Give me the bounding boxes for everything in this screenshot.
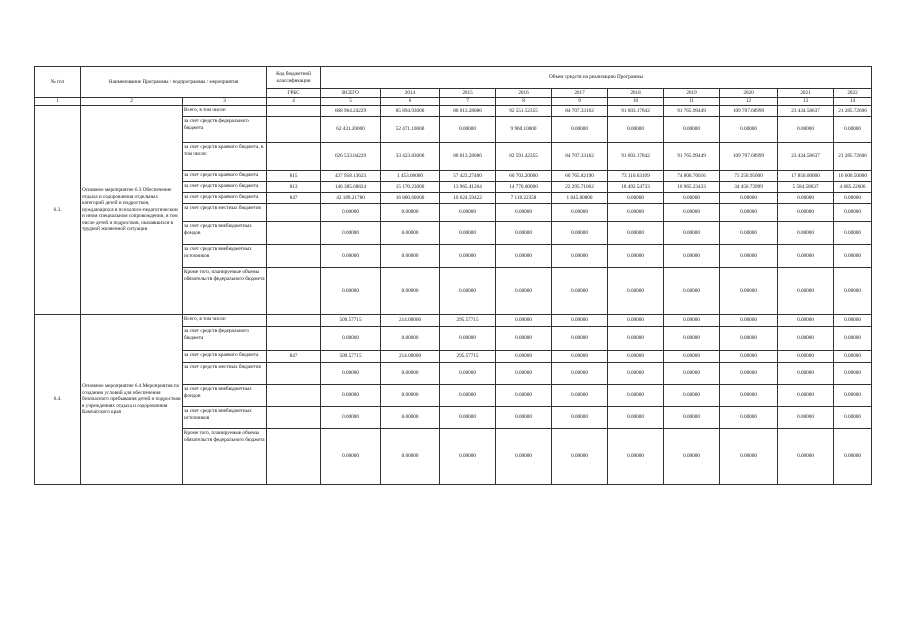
index-cell: 1 [35, 98, 81, 106]
year-value: 0.00000 [720, 315, 778, 327]
section-title: Основное мероприятие 6.3 Обеспечение отдыха и оздоровления отдельных категорий детей и подростков, нуждающихся в психолого-педагогическом и ином специальном сопровождении, в том числе детей и подростков, оказавшихся в трудной жизненной ситуации [81, 106, 183, 315]
year-value: 0.00000 [778, 385, 834, 407]
year-value: 0.00000 [552, 268, 608, 315]
year-value: 7 118.22358 [496, 193, 552, 204]
year-value: 0.00000 [608, 363, 664, 385]
year-value: 0.00000 [552, 204, 608, 222]
year-value: 0.00000 [778, 351, 834, 363]
year-value: 0.00000 [381, 429, 440, 485]
year-value: 0.00000 [778, 117, 834, 143]
grbs-code [267, 327, 321, 351]
grbs-code [267, 245, 321, 268]
year-value: 18 492.54733 [608, 182, 664, 193]
total-value: 0.00000 [321, 222, 381, 245]
year-value: 0.00000 [664, 385, 720, 407]
year-value: 0.00000 [778, 245, 834, 268]
year-value: 0.00000 [608, 268, 664, 315]
year-value: 0.00000 [440, 204, 496, 222]
grbs-code: 813 [267, 182, 321, 193]
year-value: 295.57715 [440, 315, 496, 327]
funding-source-label: за счет средств краевого бюджета [183, 351, 267, 363]
year-value: 88 013.28086 [440, 106, 496, 117]
index-cell: 7 [440, 98, 496, 106]
total-value: 0.00000 [321, 407, 381, 429]
year-value: 0.00000 [381, 363, 440, 385]
year-value: 0.00000 [496, 351, 552, 363]
year-value: 0.00000 [778, 315, 834, 327]
year-value: 109 707.68999 [720, 143, 778, 171]
total-value: 0.00000 [321, 429, 381, 485]
year-value: 0.00000 [778, 407, 834, 429]
year-value: 0.00000 [834, 327, 872, 351]
year-value: 0.00000 [552, 351, 608, 363]
year-value: 0.00000 [778, 268, 834, 315]
year-value: 0.00000 [778, 193, 834, 204]
funding-source-label: Всего, в том числе: [183, 106, 267, 117]
year-value: 0.00000 [496, 327, 552, 351]
header-year: 2014 [381, 89, 440, 98]
year-value: 23 434.58637 [778, 143, 834, 171]
index-cell: 11 [664, 98, 720, 106]
grbs-code [267, 143, 321, 171]
year-value: 0.00000 [440, 385, 496, 407]
year-value: 0.00000 [440, 327, 496, 351]
total-value: 437 958.13623 [321, 171, 381, 182]
grbs-code [267, 315, 321, 327]
year-value: 0.00000 [608, 204, 664, 222]
year-value: 0.00000 [440, 245, 496, 268]
year-value: 0.00000 [381, 407, 440, 429]
funding-source-label: за счет средств федерального бюджета [183, 117, 267, 143]
year-value: 0.00000 [834, 222, 872, 245]
total-value: 0.00000 [321, 268, 381, 315]
year-value: 0.00000 [720, 407, 778, 429]
year-value: 0.00000 [496, 385, 552, 407]
year-value: 92 551.52355 [496, 106, 552, 117]
year-value: 0.00000 [778, 429, 834, 485]
year-value: 0.00000 [608, 429, 664, 485]
year-value: 0.00000 [834, 407, 872, 429]
header-row-1 [35, 67, 872, 89]
total-value: 62 431.20000 [321, 117, 381, 143]
year-value: 0.00000 [834, 204, 872, 222]
year-value: 13 965.41264 [440, 182, 496, 193]
year-value: 0.00000 [664, 315, 720, 327]
year-value: 0.00000 [440, 407, 496, 429]
year-value: 0.00000 [834, 268, 872, 315]
year-value: 91 603.17842 [608, 143, 664, 171]
year-value: 0.00000 [381, 327, 440, 351]
funding-source-label: за счет средств краевого бюджета [183, 171, 267, 182]
year-value: 0.00000 [552, 245, 608, 268]
year-value: 0.00000 [720, 245, 778, 268]
year-value: 0.00000 [381, 268, 440, 315]
year-value: 0.00000 [496, 222, 552, 245]
year-value: 0.00000 [552, 363, 608, 385]
year-value: 0.00000 [552, 327, 608, 351]
funding-source-label: Всего, в том числе: [183, 315, 267, 327]
header-year: 2017 [552, 89, 608, 98]
year-value: 0.00000 [552, 385, 608, 407]
funding-source-label: за счет средств внебюджетных фондов [183, 222, 267, 245]
year-value: 84 707.33162 [552, 106, 608, 117]
funding-source-label: за счет средств краевого бюджета, в том числе: [183, 143, 267, 171]
index-cell: 5 [321, 98, 381, 106]
year-value: 85 894.93000 [381, 106, 440, 117]
grbs-code: 847 [267, 193, 321, 204]
year-value: 60 703.20000 [496, 171, 552, 182]
year-value: 16 600.50000 [834, 171, 872, 182]
year-value: 82 591.42355 [496, 143, 552, 171]
funding-source-label: за счет средств местных бюджетов [183, 363, 267, 385]
section-title: Основное мероприятие 6.4 Мероприятия по созданию условий для обеспечения безопасного пребывания детей и подростков в учреждениях отдыха и оздоровления Камчатского края [81, 315, 183, 485]
year-value: 4 685.22606 [834, 182, 872, 193]
index-cell: 9 [552, 98, 608, 106]
year-value: 0.00000 [664, 204, 720, 222]
year-value: 16 965.23433 [664, 182, 720, 193]
year-value: 16 624.59422 [440, 193, 496, 204]
year-value: 0.00000 [608, 407, 664, 429]
header-year: 2021 [778, 89, 834, 98]
index-cell: 12 [720, 98, 778, 106]
total-value: 509.57715 [321, 315, 381, 327]
year-value: 0.00000 [496, 407, 552, 429]
year-value: 34 456.73999 [720, 182, 778, 193]
year-value: 0.00000 [834, 429, 872, 485]
year-value: 0.00000 [496, 268, 552, 315]
year-value: 0.00000 [834, 245, 872, 268]
year-value: 0.00000 [440, 268, 496, 315]
year-value: 0.00000 [552, 117, 608, 143]
year-value: 91 765.99449 [664, 106, 720, 117]
year-value: 0.00000 [720, 268, 778, 315]
index-cell: 3 [183, 98, 267, 106]
total-value: 42 189.21780 [321, 193, 381, 204]
funding-source-label: за счет средств федерального бюджета [183, 327, 267, 351]
year-value: 214.00000 [381, 315, 440, 327]
year-value: 0.00000 [608, 117, 664, 143]
year-value: 0.00000 [720, 327, 778, 351]
funding-source-label: за счет средств внебюджетных источников [183, 245, 267, 268]
year-value: 16 800.60000 [381, 193, 440, 204]
year-value: 0.00000 [720, 351, 778, 363]
year-value: 15 170.23000 [381, 182, 440, 193]
year-value: 0.00000 [664, 327, 720, 351]
header-year: 2019 [664, 89, 720, 98]
year-value: 0.00000 [664, 429, 720, 485]
year-value: 91 603.17842 [608, 106, 664, 117]
year-value: 0.00000 [664, 407, 720, 429]
year-value: 33 423.83000 [381, 143, 440, 171]
year-value: 0.00000 [778, 222, 834, 245]
year-value: 22 295.71062 [552, 182, 608, 193]
year-value: 0.00000 [834, 351, 872, 363]
index-cell: 2 [81, 98, 183, 106]
year-value: 0.00000 [720, 385, 778, 407]
total-value: 0.00000 [321, 385, 381, 407]
year-value: 0.00000 [664, 193, 720, 204]
total-value: 668 964.24229 [321, 106, 381, 117]
funding-source-label: Кроме того, планируемые объемы обязательств федерального бюджета [183, 429, 267, 485]
grbs-code [267, 204, 321, 222]
year-value: 0.00000 [381, 222, 440, 245]
year-value: 0.00000 [608, 245, 664, 268]
year-value: 0.00000 [496, 363, 552, 385]
year-value: 0.00000 [608, 327, 664, 351]
year-value: 5 584.58637 [778, 182, 834, 193]
funding-source-label: за счет средств местных бюджетов [183, 204, 267, 222]
index-cell: 14 [834, 98, 872, 106]
year-value: 84 707.33162 [552, 143, 608, 171]
year-value: 0.00000 [496, 429, 552, 485]
table-row [35, 106, 872, 117]
year-value: 0.00000 [778, 204, 834, 222]
year-value: 0.00000 [440, 363, 496, 385]
year-value: 0.00000 [440, 117, 496, 143]
header-year: 2020 [720, 89, 778, 98]
year-value: 88 013.28086 [440, 143, 496, 171]
year-value: 0.00000 [664, 351, 720, 363]
year-value: 0.00000 [834, 193, 872, 204]
grbs-code [267, 385, 321, 407]
grbs-code: 815 [267, 171, 321, 182]
year-value: 0.00000 [720, 117, 778, 143]
year-value: 0.00000 [552, 315, 608, 327]
header-volume: Объем средств на реализацию Программы [321, 67, 872, 89]
year-value: 295.57715 [440, 351, 496, 363]
year-value: 23 434.58637 [778, 106, 834, 117]
year-value: 0.00000 [381, 204, 440, 222]
header-year: 2022 [834, 89, 872, 98]
year-value: 0.00000 [608, 315, 664, 327]
year-value: 0.00000 [496, 204, 552, 222]
total-value: 626 533.04229 [321, 143, 381, 171]
index-cell: 13 [778, 98, 834, 106]
year-value: 214.00000 [381, 351, 440, 363]
year-value: 0.00000 [496, 315, 552, 327]
year-value: 74 800.76016 [664, 171, 720, 182]
grbs-code [267, 268, 321, 315]
year-value: 57 423.27400 [440, 171, 496, 182]
year-value: 60 765.82190 [552, 171, 608, 182]
header-year: 2015 [440, 89, 496, 98]
year-value: 0.00000 [552, 222, 608, 245]
grbs-code [267, 106, 321, 117]
year-value: 17 850.00000 [778, 171, 834, 182]
index-row [35, 98, 872, 106]
year-value: 1 645.80000 [552, 193, 608, 204]
year-value: 75 250.95000 [720, 171, 778, 182]
total-value: 0.00000 [321, 327, 381, 351]
year-value: 0.00000 [834, 363, 872, 385]
year-value: 0.00000 [664, 117, 720, 143]
section-number: 6.4. [35, 315, 81, 485]
year-value: 0.00000 [720, 193, 778, 204]
year-value: 0.00000 [834, 385, 872, 407]
year-value: 0.00000 [496, 245, 552, 268]
year-value: 0.00000 [381, 245, 440, 268]
year-value: 14 770.00000 [496, 182, 552, 193]
header-code: Код бюджетной классификации [267, 67, 321, 89]
funding-source-label: за счет средств внебюджетных фондов [183, 385, 267, 407]
grbs-code: 847 [267, 351, 321, 363]
year-value: 0.00000 [720, 204, 778, 222]
year-value: 21 285.72606 [834, 106, 872, 117]
total-value: 509.57715 [321, 351, 381, 363]
year-value: 0.00000 [720, 429, 778, 485]
year-value: 1 453.00000 [381, 171, 440, 182]
year-value: 0.00000 [834, 315, 872, 327]
table-body [35, 67, 872, 485]
year-value: 0.00000 [778, 327, 834, 351]
year-value: 0.00000 [664, 245, 720, 268]
year-value: 0.00000 [440, 222, 496, 245]
index-cell: 4 [267, 98, 321, 106]
year-value: 91 765.99449 [664, 143, 720, 171]
year-value: 0.00000 [608, 193, 664, 204]
total-value: 0.00000 [321, 204, 381, 222]
grbs-code [267, 407, 321, 429]
funding-source-label: за счет средств внебюджетных источников [183, 407, 267, 429]
total-value: 146 385.68824 [321, 182, 381, 193]
index-cell: 8 [496, 98, 552, 106]
header-year: 2016 [496, 89, 552, 98]
year-value: 0.00000 [664, 222, 720, 245]
grbs-code [267, 117, 321, 143]
funding-source-label: за счет средств краевого бюджета [183, 182, 267, 193]
year-value: 0.00000 [720, 363, 778, 385]
year-value: 0.00000 [720, 222, 778, 245]
budget-table [34, 66, 872, 485]
table-row [35, 315, 872, 327]
funding-source-label: за счет средств краевого бюджета [183, 193, 267, 204]
year-value: 0.00000 [834, 117, 872, 143]
year-value: 0.00000 [552, 407, 608, 429]
index-cell: 10 [608, 98, 664, 106]
year-value: 0.00000 [664, 363, 720, 385]
year-value: 109 707.68999 [720, 106, 778, 117]
index-cell: 6 [381, 98, 440, 106]
section-number: 6.3. [35, 106, 81, 315]
year-value: 0.00000 [608, 222, 664, 245]
funding-source-label: Кроме того, планируемые объемы обязательств федерального бюджета [183, 268, 267, 315]
year-value: 9 960.10000 [496, 117, 552, 143]
grbs-code [267, 222, 321, 245]
grbs-code [267, 363, 321, 385]
year-value: 0.00000 [608, 351, 664, 363]
year-value: 0.00000 [608, 385, 664, 407]
year-value: 0.00000 [778, 363, 834, 385]
header-name: Наименование Программы / подпрограммы / мероприятия [81, 67, 267, 98]
header-year: 2018 [608, 89, 664, 98]
year-value: 0.00000 [664, 268, 720, 315]
year-value: 0.00000 [440, 429, 496, 485]
grbs-code [267, 429, 321, 485]
total-value: 0.00000 [321, 245, 381, 268]
header-total: ВСЕГО [321, 89, 381, 98]
year-value: 52 471.10000 [381, 117, 440, 143]
total-value: 0.00000 [321, 363, 381, 385]
year-value: 0.00000 [381, 385, 440, 407]
year-value: 73 110.63109 [608, 171, 664, 182]
header-grbs: ГРБС [267, 89, 321, 98]
year-value: 0.00000 [552, 429, 608, 485]
year-value: 21 285.72606 [834, 143, 872, 171]
header-num: № п/п [35, 67, 81, 98]
